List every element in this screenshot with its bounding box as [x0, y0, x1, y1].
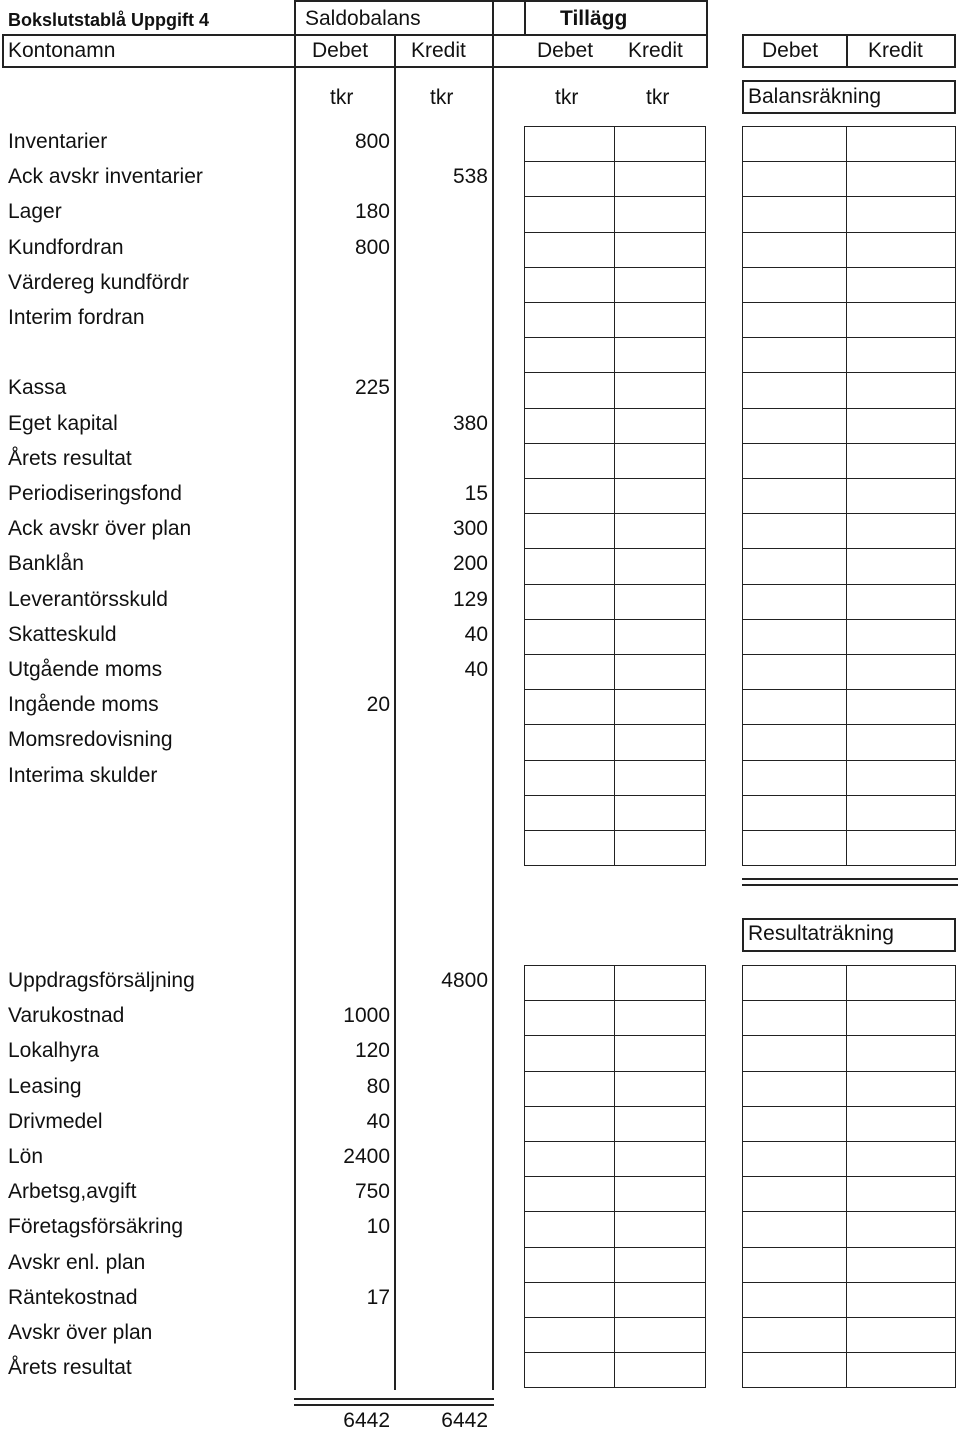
balance-account-name: Utgående moms [8, 658, 163, 681]
tillagg-debet-cell[interactable] [524, 1176, 616, 1212]
result-statement-kredit-cell[interactable] [846, 1035, 956, 1071]
balans-header-divider [846, 34, 848, 68]
tillagg-kredit-cell[interactable] [614, 1035, 706, 1071]
saldo-debet-unit: tkr [330, 86, 354, 109]
balance-statement-kredit-cell[interactable] [846, 619, 956, 655]
balance-statement-kredit-cell[interactable] [846, 302, 956, 338]
tillagg-kredit-cell[interactable] [614, 302, 706, 338]
balance-account-name: Årets resultat [8, 446, 132, 470]
balance-kredit-value: 300 [452, 517, 488, 541]
result-statement-kredit-cell[interactable] [846, 1352, 956, 1388]
result-account-name: Arbetsg,avgift [8, 1180, 137, 1204]
result-statement-debet-cell[interactable] [742, 1106, 848, 1142]
result-kredit-value: 4800 [441, 969, 488, 992]
balance-statement-debet-cell[interactable] [742, 619, 848, 655]
tillagg-debet-cell[interactable] [524, 232, 616, 268]
result-statement-debet-cell[interactable] [742, 1247, 848, 1283]
tillagg-kredit-cell[interactable] [614, 1247, 706, 1283]
balance-account-name: Leverantörsskuld [8, 587, 168, 611]
result-statement-debet-cell[interactable] [742, 1071, 848, 1107]
tillagg-kredit-cell[interactable] [614, 478, 706, 514]
tillagg-kredit-cell[interactable] [614, 1352, 706, 1388]
balance-account-name: Ack avskr inventarier [8, 165, 203, 189]
result-statement-kredit-cell[interactable] [846, 1211, 956, 1247]
tillagg-debet-heading: Debet [537, 39, 594, 62]
balance-statement-kredit-cell[interactable] [846, 724, 956, 760]
balance-statement-debet-cell[interactable] [742, 760, 848, 796]
balance-statement-debet-cell[interactable] [742, 513, 848, 549]
result-account-name: Uppdragsförsäljning [8, 969, 195, 992]
tillagg-kredit-cell[interactable] [614, 196, 706, 232]
tillagg-kredit-cell[interactable] [614, 161, 706, 197]
tillagg-kredit-cell[interactable] [614, 1282, 706, 1318]
balance-account-name: Interim fordran [8, 306, 145, 329]
tillagg-left-border [524, 0, 526, 34]
tillagg-kredit-cell[interactable] [614, 760, 706, 796]
result-statement-debet-cell[interactable] [742, 1352, 848, 1388]
tillagg-debet-cell[interactable] [524, 1071, 616, 1107]
sheet-title: Bokslutstablå Uppgift 4 [8, 10, 210, 30]
balance-debet-value: 800 [354, 235, 390, 259]
tillagg-heading: Tillägg [560, 7, 628, 30]
balance-statement-debet-cell[interactable] [742, 126, 848, 162]
balance-statement-debet-cell[interactable] [742, 478, 848, 514]
balance-account-name: Kassa [8, 376, 67, 400]
tillagg-right-border [706, 0, 708, 34]
tillagg-kredit-unit: tkr [646, 86, 670, 109]
kontonamn-heading: Kontonamn [8, 39, 116, 62]
result-statement-debet-cell[interactable] [742, 965, 848, 1001]
balance-statement-debet-cell[interactable] [742, 267, 848, 303]
tillagg-kredit-cell[interactable] [614, 372, 706, 408]
balance-account-name: Kundfordran [8, 235, 124, 259]
result-statement-debet-cell[interactable] [742, 1176, 848, 1212]
result-account-name: Lön [8, 1145, 44, 1168]
tillagg-debet-cell[interactable] [524, 478, 616, 514]
balance-statement-debet-cell[interactable] [742, 654, 848, 690]
result-statement-kredit-cell[interactable] [846, 965, 956, 1001]
balance-statement-kredit-cell[interactable] [846, 795, 956, 831]
tillagg-debet-cell[interactable] [524, 1317, 616, 1353]
result-statement-debet-cell[interactable] [742, 1282, 848, 1318]
tillagg-debet-cell[interactable] [524, 654, 616, 690]
tillagg-debet-cell[interactable] [524, 372, 616, 408]
result-debet-value: 17 [366, 1285, 390, 1309]
tillagg-kredit-cell[interactable] [614, 408, 706, 444]
tillagg-debet-cell[interactable] [524, 513, 616, 549]
balance-statement-debet-cell[interactable] [742, 302, 848, 338]
saldo-left-border [294, 0, 296, 1390]
balans-debet-heading: Debet [762, 39, 819, 62]
total-kredit: 6442 [441, 1409, 488, 1432]
tillagg-kredit-cell[interactable] [614, 337, 706, 373]
tillagg-debet-cell[interactable] [524, 337, 616, 373]
balance-statement-debet-cell[interactable] [742, 161, 848, 197]
tillagg-kredit-cell[interactable] [614, 267, 706, 303]
balansrakning-label: Balansräkning [748, 85, 882, 108]
tillagg-kredit-cell[interactable] [614, 513, 706, 549]
balance-account-name: Inventarier [8, 130, 108, 153]
balance-account-name: Skatteskuld [8, 622, 117, 646]
balance-statement-debet-cell[interactable] [742, 724, 848, 760]
tillagg-kredit-cell[interactable] [614, 795, 706, 831]
balance-debet-value: 20 [366, 693, 390, 717]
balance-statement-kredit-cell[interactable] [846, 689, 956, 725]
balance-kredit-value: 200 [452, 552, 488, 576]
balance-statement-kredit-cell[interactable] [846, 408, 956, 444]
result-statement-kredit-cell[interactable] [846, 1176, 956, 1212]
result-debet-value: 1000 [343, 1004, 390, 1028]
balance-statement-kredit-cell[interactable] [846, 760, 956, 796]
result-account-name: Lokalhyra [8, 1039, 100, 1063]
tillagg-kredit-cell[interactable] [614, 126, 706, 162]
result-account-name: Räntekostnad [8, 1285, 138, 1309]
bottom-double-line-2 [294, 1404, 494, 1406]
saldo-kredit-heading: Kredit [411, 39, 466, 62]
tillagg-debet-cell[interactable] [524, 1211, 616, 1247]
tillagg-kredit-cell[interactable] [614, 1176, 706, 1212]
balance-account-name: Värdereg kundfördr [8, 270, 189, 294]
balance-statement-debet-cell[interactable] [742, 372, 848, 408]
tillagg-kredit-cell[interactable] [614, 689, 706, 725]
balance-statement-debet-cell[interactable] [742, 689, 848, 725]
balance-statement-kredit-cell[interactable] [846, 830, 956, 866]
result-statement-kredit-cell[interactable] [846, 1071, 956, 1107]
tillagg-debet-cell[interactable] [524, 830, 616, 866]
tillagg-debet-cell[interactable] [524, 1352, 616, 1388]
result-statement-kredit-cell[interactable] [846, 1141, 956, 1177]
tillagg-debet-cell[interactable] [524, 965, 616, 1001]
result-debet-value: 80 [366, 1074, 390, 1098]
tillagg-debet-cell[interactable] [524, 1282, 616, 1318]
balance-statement-debet-cell[interactable] [742, 548, 848, 584]
balance-kredit-value: 129 [452, 587, 488, 611]
tillagg-kredit-cell[interactable] [614, 1000, 706, 1036]
result-account-name: Varukostnad [8, 1004, 125, 1028]
balance-account-name: Interima skulder [8, 763, 158, 787]
balance-statement-kredit-cell[interactable] [846, 584, 956, 620]
balance-kredit-value: 40 [464, 658, 488, 681]
balance-statement-debet-cell[interactable] [742, 232, 848, 268]
result-statement-kredit-cell[interactable] [846, 1317, 956, 1353]
result-debet-value: 120 [354, 1039, 390, 1063]
bottom-double-line-1 [294, 1398, 494, 1400]
balance-statement-kredit-cell[interactable] [846, 478, 956, 514]
result-account-name: Årets resultat [8, 1356, 132, 1380]
result-account-name: Drivmedel [8, 1109, 103, 1133]
saldobalans-heading: Saldobalans [305, 7, 421, 30]
balance-debet-value: 225 [354, 376, 390, 400]
result-statement-debet-cell[interactable] [742, 1211, 848, 1247]
balance-statement-kredit-cell[interactable] [846, 161, 956, 197]
balance-statement-debet-cell[interactable] [742, 584, 848, 620]
balance-statement-kredit-cell[interactable] [846, 443, 956, 479]
balance-statement-debet-cell[interactable] [742, 408, 848, 444]
balans-double-line-1 [742, 878, 958, 880]
balance-statement-kredit-cell[interactable] [846, 337, 956, 373]
balance-kredit-value: 538 [452, 165, 488, 189]
balance-statement-debet-cell[interactable] [742, 830, 848, 866]
balance-statement-kredit-cell[interactable] [846, 232, 956, 268]
tillagg-kredit-cell[interactable] [614, 724, 706, 760]
saldo-mid-border [394, 34, 396, 1390]
tillagg-kredit-cell[interactable] [614, 1317, 706, 1353]
saldo-right-border [492, 0, 494, 1390]
tillagg-debet-cell[interactable] [524, 267, 616, 303]
tillagg-debet-cell[interactable] [524, 619, 616, 655]
result-statement-kredit-cell[interactable] [846, 1106, 956, 1142]
balance-statement-debet-cell[interactable] [742, 795, 848, 831]
balance-statement-kredit-cell[interactable] [846, 548, 956, 584]
balance-account-name: Banklån [8, 552, 84, 576]
balance-account-name: Eget kapital [8, 411, 118, 435]
result-statement-kredit-cell[interactable] [846, 1282, 956, 1318]
result-account-name: Avskr över plan [8, 1321, 153, 1344]
tillagg-debet-unit: tkr [555, 86, 579, 109]
saldo-kredit-unit: tkr [430, 86, 454, 109]
tillagg-kredit-cell[interactable] [614, 965, 706, 1001]
balance-kredit-value: 15 [464, 482, 488, 505]
tillagg-debet-cell[interactable] [524, 584, 616, 620]
result-account-name: Avskr enl. plan [8, 1250, 146, 1274]
top-border [294, 0, 708, 2]
result-account-name: Företagsförsäkring [8, 1215, 184, 1239]
result-statement-debet-cell[interactable] [742, 1317, 848, 1353]
result-statement-kredit-cell[interactable] [846, 1000, 956, 1036]
tillagg-kredit-cell[interactable] [614, 584, 706, 620]
result-debet-value: 40 [366, 1109, 390, 1133]
balance-debet-value: 800 [354, 130, 390, 153]
tillagg-debet-cell[interactable] [524, 1247, 616, 1283]
balance-statement-kredit-cell[interactable] [846, 196, 956, 232]
balance-statement-kredit-cell[interactable] [846, 126, 956, 162]
tillagg-debet-cell[interactable] [524, 760, 616, 796]
balance-account-name: Ingående moms [8, 693, 159, 717]
tillagg-kredit-cell[interactable] [614, 619, 706, 655]
balance-kredit-value: 380 [452, 411, 488, 435]
result-debet-value: 750 [354, 1180, 390, 1204]
tillagg-kredit-cell[interactable] [614, 1106, 706, 1142]
tillagg-debet-cell[interactable] [524, 161, 616, 197]
tillagg-kredit-cell[interactable] [614, 232, 706, 268]
balance-statement-debet-cell[interactable] [742, 337, 848, 373]
tillagg-kredit-heading: Kredit [628, 39, 683, 62]
result-debet-value: 2400 [343, 1145, 390, 1168]
balance-account-name: Ack avskr över plan [8, 517, 192, 541]
tillagg-debet-cell[interactable] [524, 1141, 616, 1177]
balance-kredit-value: 40 [464, 622, 488, 646]
balance-statement-debet-cell[interactable] [742, 196, 848, 232]
balance-statement-kredit-cell[interactable] [846, 513, 956, 549]
tillagg-kredit-cell[interactable] [614, 1071, 706, 1107]
result-account-name: Leasing [8, 1074, 82, 1098]
tillagg-debet-cell[interactable] [524, 1106, 616, 1142]
balance-account-name: Periodiseringsfond [8, 482, 182, 505]
tillagg-kredit-cell[interactable] [614, 830, 706, 866]
tillagg-kredit-cell[interactable] [614, 548, 706, 584]
tillagg-debet-cell[interactable] [524, 1035, 616, 1071]
balance-account-name: Lager [8, 200, 62, 224]
tillagg-debet-cell[interactable] [524, 548, 616, 584]
balance-debet-value: 180 [354, 200, 390, 224]
tillagg-kredit-cell[interactable] [614, 1211, 706, 1247]
balans-kredit-heading: Kredit [868, 39, 923, 62]
result-debet-value: 10 [366, 1215, 390, 1239]
result-statement-debet-cell[interactable] [742, 1141, 848, 1177]
tillagg-kredit-cell[interactable] [614, 1141, 706, 1177]
tillagg-debet-cell[interactable] [524, 408, 616, 444]
tillagg-debet-cell[interactable] [524, 795, 616, 831]
saldo-debet-heading: Debet [312, 39, 369, 62]
balance-statement-debet-cell[interactable] [742, 443, 848, 479]
resultatrakning-label: Resultaträkning [748, 922, 894, 945]
balance-account-name: Momsredovisning [8, 728, 173, 752]
tillagg-debet-cell[interactable] [524, 689, 616, 725]
tillagg-kredit-cell[interactable] [614, 654, 706, 690]
balans-double-line-2 [742, 884, 958, 886]
total-debet: 6442 [343, 1409, 390, 1432]
tillagg-kredit-cell[interactable] [614, 443, 706, 479]
tillagg-debet-cell[interactable] [524, 196, 616, 232]
tillagg-debet-cell[interactable] [524, 443, 616, 479]
tillagg-debet-cell[interactable] [524, 1000, 616, 1036]
result-statement-kredit-cell[interactable] [846, 1247, 956, 1283]
balance-statement-kredit-cell[interactable] [846, 267, 956, 303]
tillagg-debet-cell[interactable] [524, 724, 616, 760]
tillagg-debet-cell[interactable] [524, 302, 616, 338]
result-statement-debet-cell[interactable] [742, 1000, 848, 1036]
tillagg-debet-cell[interactable] [524, 126, 616, 162]
balance-statement-kredit-cell[interactable] [846, 372, 956, 408]
balance-statement-kredit-cell[interactable] [846, 654, 956, 690]
result-statement-debet-cell[interactable] [742, 1035, 848, 1071]
